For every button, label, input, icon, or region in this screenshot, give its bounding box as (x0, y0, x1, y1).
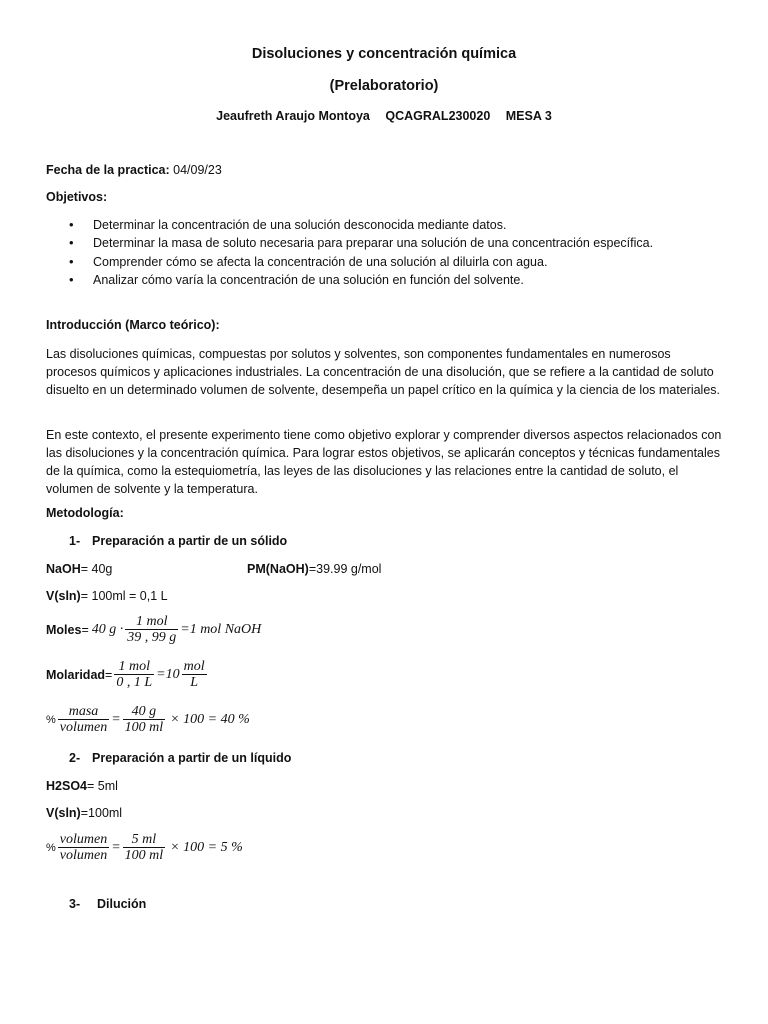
fraction: $\frac{\text{mol}}{L}$ (183, 659, 205, 690)
introduccion-heading: Introducción (Marco teórico): (46, 318, 220, 332)
author-line (0, 109, 768, 123)
naoh-line: NaOH= 40g (46, 562, 113, 576)
fraction: $\frac{\text{volumen}}{\text{volumen}}$ (59, 832, 108, 863)
molaridad-equation: Molaridad = $\frac{\text{1 mol}}{0 , 1 L}$ =10 $\frac{\text{mol}}{L}$ (46, 659, 205, 690)
introduccion-paragraph-2: En este contexto, el presente experimento tiene como objetivo explorar y comprender diversos aspectos relacionados con las disoluciones y la concentración química. Para lograr estos objetivos, se aplicarán conceptos y técnicas fundamentales de la química, como la estequiometría, las leyes de las disoluciones y las relaciones entre la cantidad de soluto, el volumen de solvente y la temperatura. (46, 428, 722, 496)
document-subtitle: (Prelaboratorio) (329, 78, 439, 94)
introduccion-paragraph-1: Las disoluciones químicas, compuestas por solutos y solventes, son componentes fundamentales en numerosos procesos químicos y aplicaciones industriales. La concentración de una disolución, que se refiere a la cantidad de soluto disuelto en un determinado volumen de solvente, desempeña un papel crítico en la química y la ciencia de los materiales. (46, 347, 721, 397)
bullet-icon: • (69, 217, 74, 232)
author-name: Jeaufreth Araujo Montoya (216, 109, 370, 123)
objetivos-heading: Objetivos: (46, 190, 108, 204)
fecha-label: Fecha de la practica: (46, 163, 170, 177)
porcentaje-volumen-equation: % $\frac{\text{volumen}}{\text{volumen}}$ = $\frac{5 ml}{100 ml}$ × 100 = 5 % (46, 832, 243, 863)
section-1-heading: 1- Preparación a partir de un sólido (69, 534, 288, 548)
fecha-line (46, 163, 222, 177)
bullet-icon: • (69, 271, 74, 287)
list-item: • Analizar cómo varía la concentración de una solución en función del solvente. (69, 271, 524, 287)
list-item: • Determinar la masa de soluto necesaria para preparar una solución de una concentración específica. (69, 235, 654, 251)
vsln-line-2: V(sln)=100ml (46, 806, 123, 820)
bullet-icon: • (69, 235, 74, 251)
section-3-heading: 3- Dilución (69, 897, 147, 911)
section-2-heading: 2- Preparación a partir de un líquido (69, 751, 292, 765)
author-code: QCAGRAL230020 (385, 109, 491, 123)
document-title: Disoluciones y concentración química (251, 46, 517, 62)
fecha-value: 04/09/23 (169, 163, 222, 177)
vsln-line-1: V(sln)= 100ml = 0,1 L (46, 589, 168, 603)
pm-naoh-line: PM(NaOH)=39.99 g/mol (247, 562, 382, 576)
porcentaje-masa-equation: % $\frac{\text{masa}}{\text{volumen}}$ = $\frac{40 g}{100 ml}$ × 100 = 40 % (46, 704, 250, 735)
moles-equation: Moles = 40 g · $\frac{\text{1 mol}}{39 , 99 g}$ =1 mol NaOH (46, 614, 262, 645)
fraction: $\frac{5 ml}{100 ml}$ (124, 832, 164, 863)
bullet-icon: • (69, 253, 74, 269)
fraction: $\frac{\text{masa}}{\text{volumen}}$ (59, 704, 108, 735)
author-table: MESA 3 (505, 109, 552, 123)
fraction: $\frac{40 g}{100 ml}$ (124, 704, 164, 735)
h2so4-line: H2SO4= 5ml (46, 779, 118, 793)
list-item: • Comprender cómo se afecta la concentración de una solución al diluirla con agua. (69, 253, 548, 269)
fraction: $\frac{\text{1 mol}}{0 , 1 L}$ (116, 659, 153, 690)
metodologia-heading: Metodología: (46, 506, 124, 520)
list-item: • Determinar la concentración de una solución desconocida mediante datos. (69, 217, 507, 232)
objetivos-list (46, 216, 653, 289)
fraction: $\frac{\text{1 mol}}{39 , 99 g}$ (127, 614, 177, 645)
